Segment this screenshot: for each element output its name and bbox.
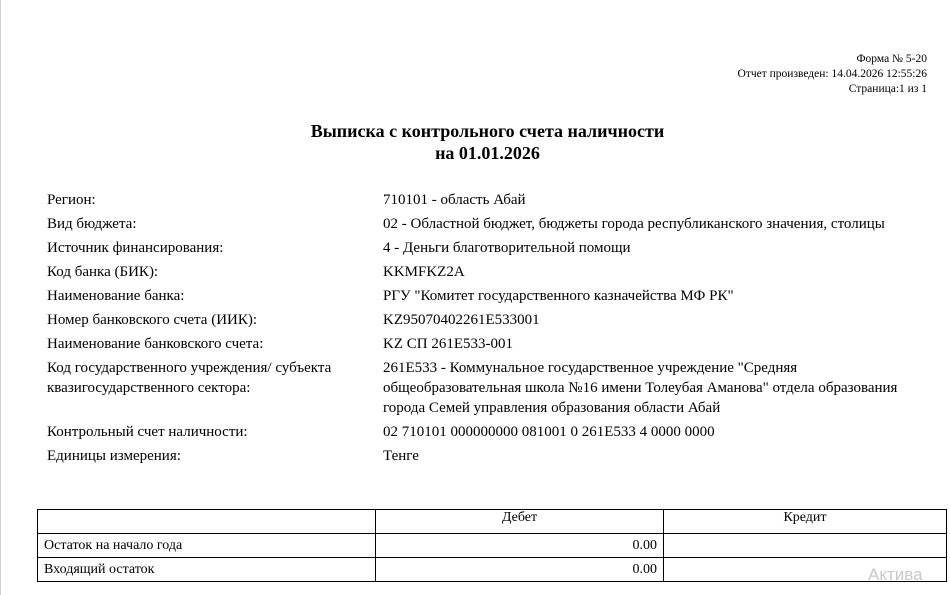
detail-label: Наименование банковского счета: [47, 336, 264, 352]
detail-value: РГУ "Комитет государственного казначейства МФ РК" [383, 288, 734, 304]
page-counter: Страница:1 из 1 [848, 83, 927, 95]
detail-value: KZ95070402261E533001 [383, 312, 540, 328]
detail-row-control-account [47, 422, 903, 442]
detail-row-account-number [47, 310, 903, 330]
row-debit: 0.00 [376, 558, 664, 582]
title-line-2: на 01.01.2026 [435, 143, 540, 163]
activation-watermark: Актива [868, 565, 923, 584]
detail-label: Регион: [47, 192, 96, 208]
row-name: Входящий остаток [38, 558, 376, 582]
detail-value: 02 - Областной бюджет, бюджеты города республиканского значения, столицы [383, 216, 885, 232]
table-row [38, 558, 947, 582]
detail-label: Код банка (БИК): [47, 264, 159, 280]
detail-row-region [47, 190, 903, 210]
table-header-debit: Дебет [376, 510, 664, 534]
detail-label: Номер банковского счета (ИИК): [47, 312, 258, 328]
detail-label: Единицы измерения: [47, 448, 181, 464]
detail-label: Вид бюджета: [47, 216, 137, 232]
document-title [0, 120, 950, 164]
page-edge [0, 0, 1, 595]
balances-table [37, 509, 947, 582]
row-debit: 0.00 [376, 534, 664, 558]
detail-value: KZ СП 261E533-001 [383, 336, 513, 352]
detail-label: Контрольный счет наличности: [47, 424, 248, 440]
form-number: Форма № 5-20 [856, 53, 927, 65]
detail-row-funding-source [47, 238, 903, 258]
report-header [738, 52, 927, 97]
detail-value: 261E533 - Коммунальное государственное учреждение "Средняя общеобразовательная школа №16 имени Толеубая Аманова" отдела образования города Семей управления образования области Абай [383, 360, 898, 416]
table-row [38, 534, 947, 558]
detail-value: 4 - Деньги благотворительной помощи [383, 240, 631, 256]
detail-label: Источник финансирования: [47, 240, 224, 256]
detail-value: 710101 - область Абай [383, 192, 526, 208]
detail-row-budget-type [47, 214, 903, 234]
detail-label: Код государственного учреждения/ субъекта квазигосударственного сектора: [47, 360, 332, 396]
report-timestamp: Отчет произведен: 14.04.2026 12:55:26 [737, 68, 927, 80]
detail-row-bank-name [47, 286, 903, 306]
table-header-credit: Кредит [664, 510, 947, 534]
detail-row-institution-code [47, 358, 903, 418]
row-name: Остаток на начало года [38, 534, 376, 558]
detail-label: Наименование банка: [47, 288, 185, 304]
detail-value: KKMFKZ2A [383, 264, 465, 280]
title-line-1: Выписка с контрольного счета наличности [310, 121, 665, 141]
detail-row-units [47, 446, 903, 466]
detail-row-account-name [47, 334, 903, 354]
table-header-empty [38, 510, 376, 534]
details-section [47, 190, 903, 470]
row-credit [664, 534, 947, 558]
table-header-row [38, 510, 947, 534]
detail-row-bank-code [47, 262, 903, 282]
detail-value: Тенге [383, 448, 419, 464]
detail-value: 02 710101 000000000 081001 0 261E533 4 0000 0000 [383, 424, 715, 440]
